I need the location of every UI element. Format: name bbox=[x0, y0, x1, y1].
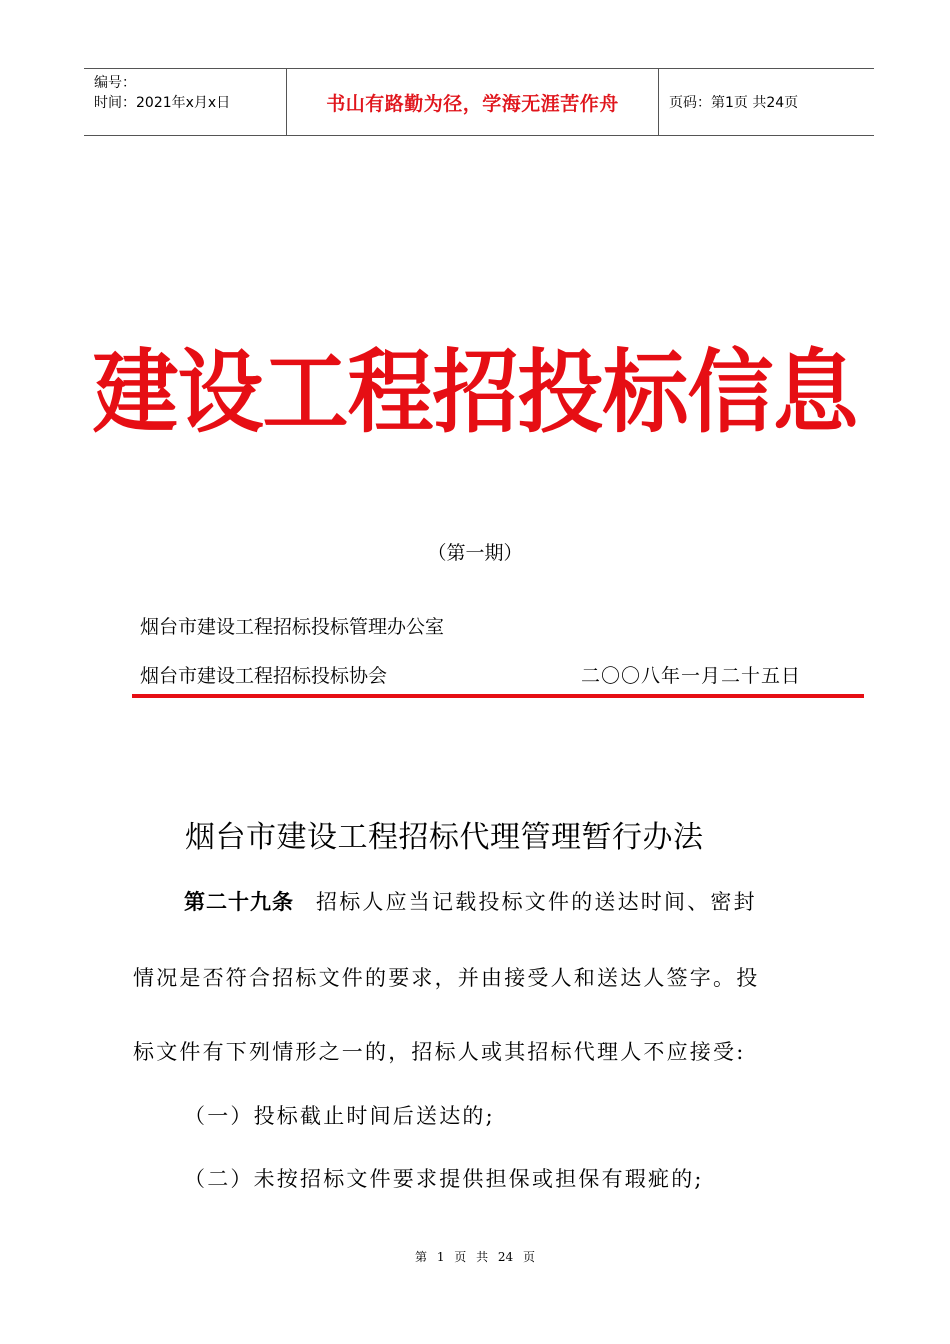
publish-date: 二〇〇八年一月二十五日 bbox=[581, 665, 802, 687]
header-page-cell bbox=[659, 69, 874, 135]
paragraph-line-1 bbox=[184, 886, 757, 916]
org-office: 烟台市建设工程招标投标管理办公室 bbox=[140, 616, 445, 638]
header-table bbox=[84, 68, 874, 136]
paragraph-line-3: 标文件有下列情形之一的，招标人或其招标代理人不应接受: bbox=[133, 1040, 746, 1064]
header-meta-cell bbox=[84, 69, 286, 135]
header-motto-cell bbox=[286, 69, 659, 135]
page-footer: 第 1 页 共 24 页 bbox=[415, 1250, 535, 1264]
paragraph-text: 招标人应当记载投标文件的送达时间、密封 bbox=[316, 890, 757, 914]
paragraph-line-2: 情况是否符合招标文件的要求，并由接受人和送达人签字。投 bbox=[133, 966, 760, 990]
org-association: 烟台市建设工程招标投标协会 bbox=[140, 665, 388, 687]
banner-title: 建设工程招投标信息 bbox=[92, 340, 858, 446]
list-item-2: （二）未按招标文件要求提供担保或担保有瑕疵的; bbox=[184, 1167, 704, 1191]
list-item-1: （一）投标截止时间后送达的; bbox=[184, 1104, 495, 1128]
article-label: 第二十九条 bbox=[184, 890, 294, 914]
time-label: 时间：2021年x月x日 bbox=[94, 95, 231, 111]
motto: 书山有路勤为径，学海无涯苦作舟 bbox=[326, 92, 619, 115]
page-info: 页码：第1页 共24页 bbox=[669, 95, 799, 111]
document-title: 烟台市建设工程招标代理管理暂行办法 bbox=[185, 820, 704, 855]
serial-label: 编号： bbox=[94, 75, 136, 91]
issue-number: （第一期） bbox=[427, 542, 523, 564]
red-divider bbox=[132, 694, 864, 698]
